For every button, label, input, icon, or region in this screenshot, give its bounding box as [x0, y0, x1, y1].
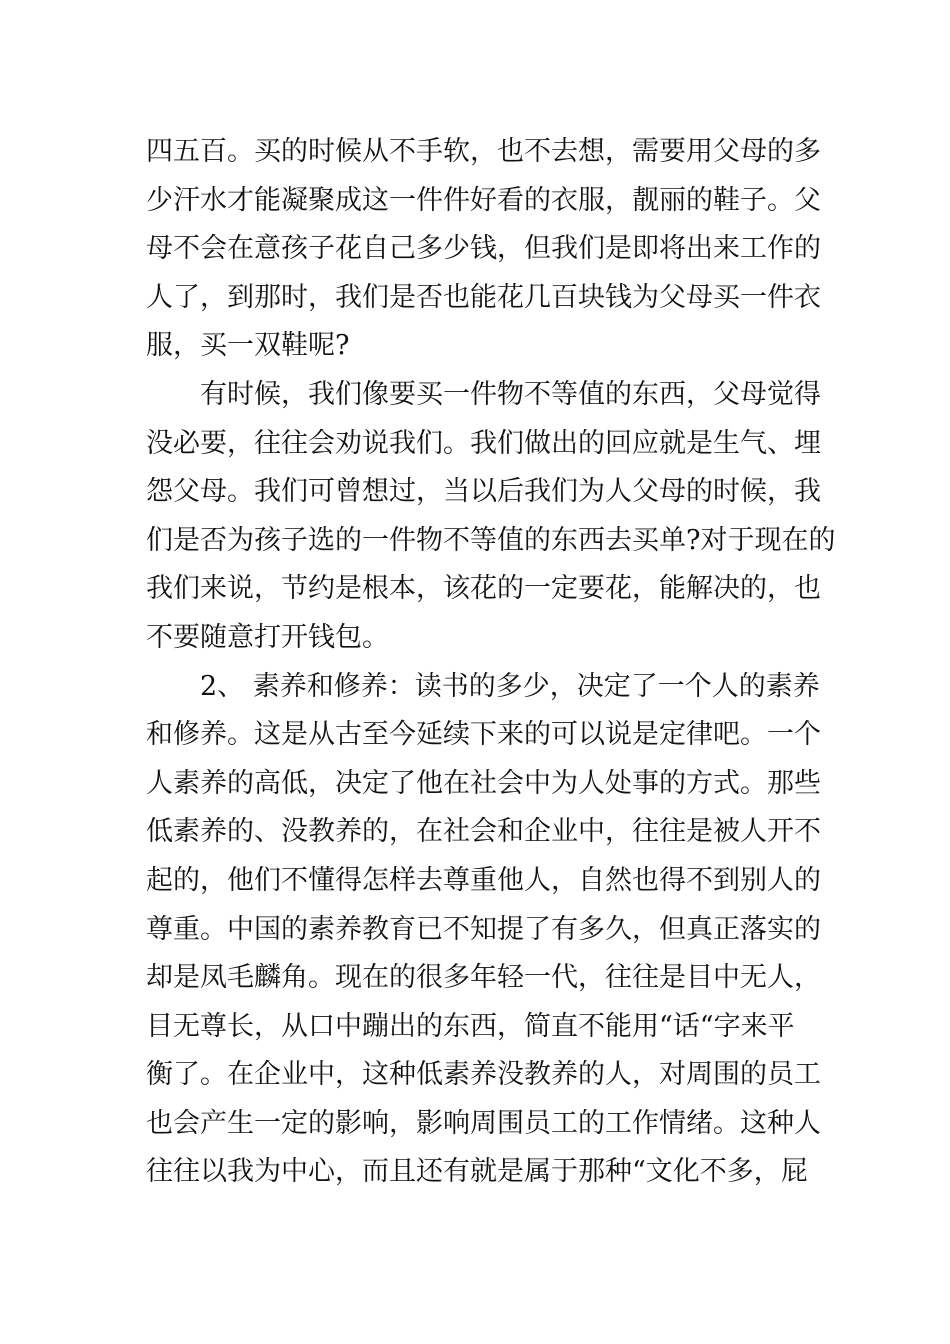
body-text	[146, 128, 836, 1197]
text-line: 起的，他们不懂得怎样去尊重他人，自然也得不到别人的	[146, 864, 821, 896]
text-line: 人了，到那时，我们是否也能花几百块钱为父母买一件衣	[146, 281, 821, 313]
text-line: 和修养。这是从古至今延续下来的可以说是定律吧。一个	[146, 719, 821, 751]
text-line: 却是凤毛麟角。现在的很多年轻一代，往往是目中无人，	[146, 962, 821, 994]
paragraph-start-line: 2、 素养和修养：读书的多少，决定了一个人的素养	[200, 670, 820, 702]
text-line: 低素养的、没教养的，在社会和企业中，往往是被人开不	[146, 816, 821, 848]
text-line: 尊重。中国的素养教育已不知提了有多久，但真正落实的	[146, 913, 821, 945]
text-line: 目无尊长，从口中蹦出的东西，简直不能用“话“字来平	[146, 1010, 795, 1042]
text-line: 少汗水才能凝聚成这一件件好看的衣服，靓丽的鞋子。父	[146, 184, 821, 216]
text-line: 服，买一双鞋呢?	[146, 330, 350, 362]
text-line: 们是否为孩子选的一件物不等值的东西去买单?对于现在的	[146, 524, 836, 556]
text-line: 四五百。买的时候从不手软，也不去想，需要用父母的多	[146, 136, 821, 167]
text-line: 往往以我为中心，而且还有就是属于那种“文化不多，屁	[146, 1156, 808, 1188]
text-line: 不要随意打开钱包。	[146, 621, 389, 653]
text-line: 人素养的高低，决定了他在社会中为人处事的方式。那些	[146, 767, 821, 799]
text-line: 我们来说，节约是根本，该花的一定要花，能解决的，也	[146, 573, 821, 605]
paragraph-start-line: 有时候，我们像要买一件物不等值的东西，父母觉得	[200, 378, 821, 410]
text-line: 衡了。在企业中，这种低素养没教养的人，对周围的员工	[146, 1059, 821, 1091]
text-line: 也会产生一定的影响，影响周围员工的工作情绪。这种人	[146, 1107, 821, 1139]
text-line: 怨父母。我们可曾想过，当以后我们为人父母的时候，我	[146, 476, 821, 508]
text-line: 母不会在意孩子花自己多少钱，但我们是即将出来工作的	[146, 233, 821, 265]
text-line: 没必要，往往会劝说我们。我们做出的回应就是生气、埋	[146, 427, 821, 459]
